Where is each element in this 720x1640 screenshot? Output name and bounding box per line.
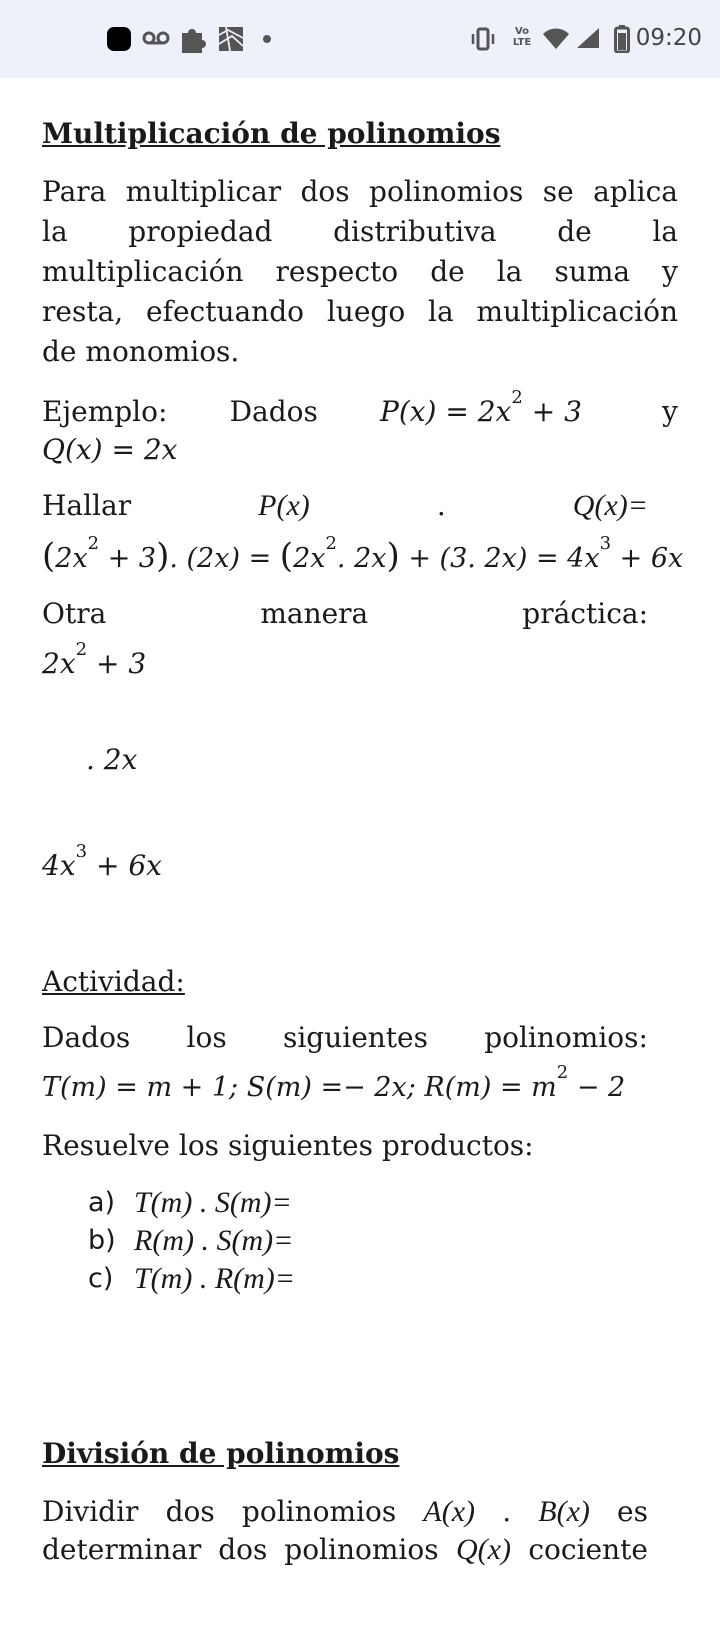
list-text: T(m) . S(m)= — [134, 1186, 292, 1219]
example-q-expression: Q(x) = 2x — [42, 433, 178, 466]
list-text: R(m) . S(m)= — [134, 1224, 294, 1257]
intro-line-3: multiplicación respecto de la suma y — [42, 255, 678, 288]
intro-line-5: de monomios. — [42, 335, 240, 368]
list-marker: c) — [88, 1263, 114, 1294]
status-time: 09:20 — [635, 25, 702, 51]
app-dot-icon — [106, 26, 132, 52]
division-text: cociente — [528, 1533, 648, 1566]
division-text: determinar dos polinomios — [42, 1533, 439, 1566]
vertical-factor-1: $2x^2 + 3$ — [42, 639, 147, 680]
activity-word-2: los — [186, 1021, 227, 1054]
product-expression: $(2x^2 + 3)$. $(2x) = (2x^2$. 2x) + (3. $2x) = 4x^3 + 6x$ — [42, 533, 684, 576]
example-p-expression: $P(x) = 2x^2 + 3$ — [380, 387, 582, 428]
gallery-icon — [218, 26, 244, 52]
activity-word-3: siguientes — [282, 1021, 428, 1054]
notification-dot-icon — [262, 34, 272, 44]
activity-word-4: polinomios: — [484, 1021, 648, 1054]
example-y: y — [662, 395, 678, 428]
wifi-icon — [542, 28, 570, 50]
division-word: es — [617, 1495, 648, 1528]
division-q: Q(x) — [456, 1533, 511, 1566]
hallar-dot: . — [436, 489, 446, 522]
example-dados: Dados — [229, 395, 318, 428]
division-word: dos — [165, 1495, 215, 1528]
division-word: polinomios — [241, 1495, 397, 1528]
hallar-label: Hallar — [42, 489, 132, 522]
volte-lte-icon: Vo LTE — [512, 26, 532, 48]
status-bar — [0, 0, 720, 78]
list-text: T(m) . R(m)= — [134, 1262, 296, 1295]
list-marker: a) — [88, 1187, 116, 1218]
intro-line-1: Para multiplicar dos polinomios se aplica — [42, 175, 678, 208]
activity-list — [88, 1184, 295, 1298]
activity-polynomials: T(m) = m + 1; S(m) =− 2x; $R(m) = m^2 - 2$ — [42, 1062, 626, 1103]
division-word: B(x) — [538, 1495, 590, 1528]
list-item — [88, 1184, 295, 1222]
battery-icon — [614, 25, 630, 53]
list-item — [88, 1222, 295, 1260]
otra-word-2: manera — [260, 597, 369, 630]
intro-paragraph — [42, 172, 678, 372]
voicemail-icon — [142, 30, 170, 46]
section-heading-division: División de polinomios — [42, 1437, 400, 1470]
vertical-factor-2: . 2x — [86, 743, 138, 776]
example-label: Ejemplo: — [42, 395, 168, 428]
hallar-line — [42, 486, 648, 526]
otra-word-3: práctica: — [522, 597, 648, 630]
intro-line-2: la propiedad distributiva de la — [42, 215, 678, 248]
list-item — [88, 1260, 295, 1298]
section-heading-multiplicacion: Multiplicación de polinomios — [42, 117, 501, 150]
hallar-p: P(x) — [258, 489, 310, 522]
division-word: Dividir — [42, 1495, 139, 1528]
extension-icon — [180, 23, 208, 53]
list-marker: b) — [88, 1225, 116, 1256]
division-line-1 — [42, 1492, 648, 1532]
activity-word-1: Dados — [42, 1021, 131, 1054]
vibrate-icon — [470, 26, 496, 52]
activity-line-1 — [42, 1018, 648, 1058]
hallar-q: Q(x)= — [572, 489, 648, 522]
activity-resuelve: Resuelve los siguientes productos: — [42, 1129, 534, 1162]
intro-line-4: resta, efectuando luego la multiplicación — [42, 295, 678, 328]
activity-heading: Actividad: — [42, 965, 185, 998]
vertical-result: $4x^3 + 6x$ — [42, 841, 162, 882]
otra-word-1: Otra — [42, 597, 107, 630]
division-line-2 — [42, 1530, 648, 1570]
signal-icon — [576, 27, 600, 49]
division-word: A(x) — [423, 1495, 476, 1528]
otra-manera-line — [42, 594, 648, 634]
division-word: . — [502, 1495, 512, 1528]
